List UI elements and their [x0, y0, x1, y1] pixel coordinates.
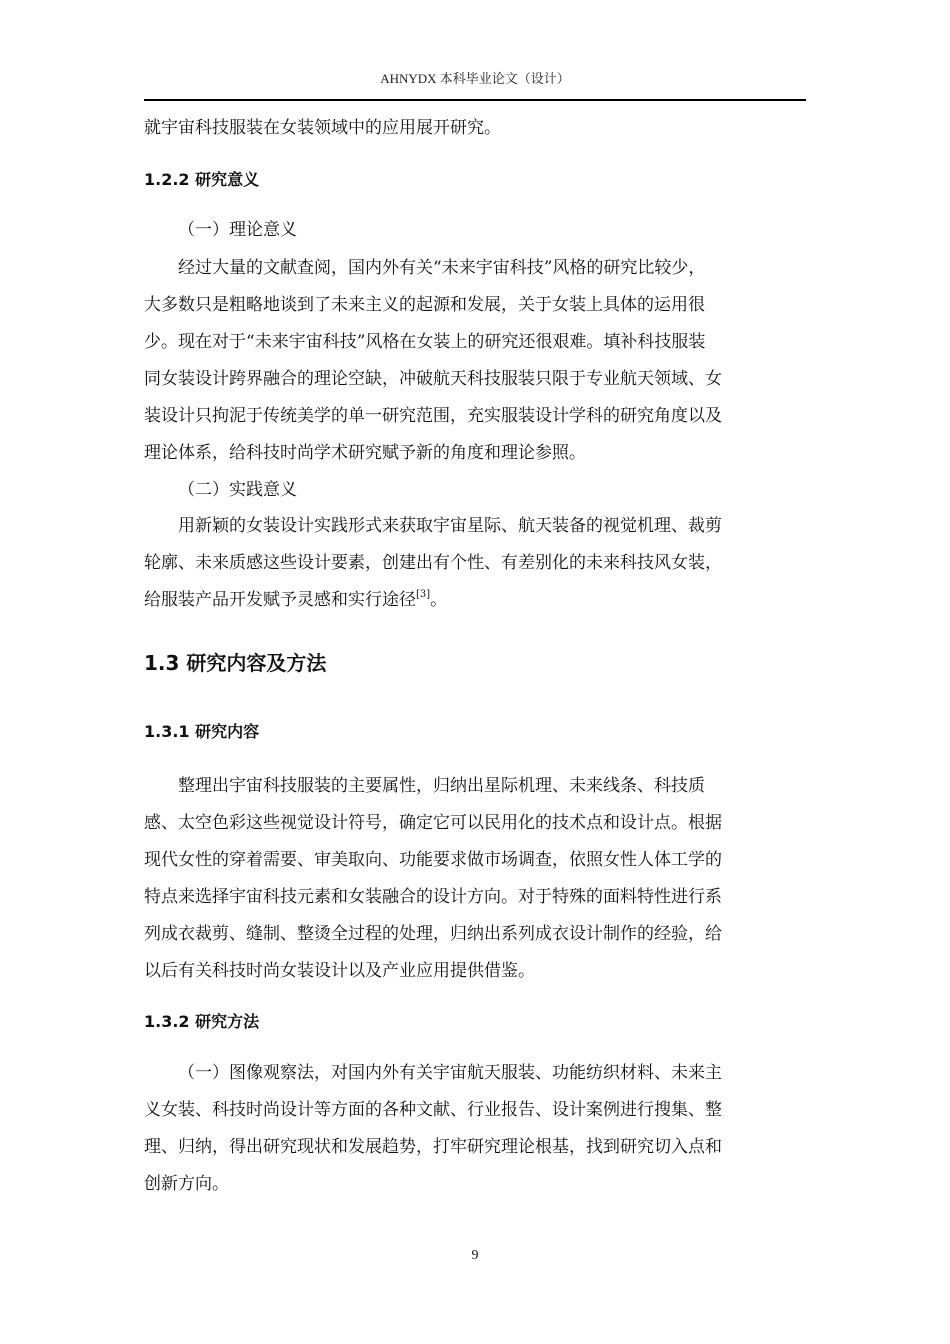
practice-label: （二）实践意义	[178, 480, 297, 500]
text-line: 感、太空色彩这些视觉设计符号，确定它可以民用化的技术点和设计点。根据	[144, 813, 722, 833]
text-line: 轮廓、未来质感这些设计要素，创建出有个性、有差别化的未来科技风女装，	[144, 553, 722, 573]
text-line: 以后有关科技时尚女装设计以及产业应用提供借鉴。	[144, 961, 535, 981]
practice-paragraph	[144, 508, 806, 619]
text-line: 义女装、科技时尚设计等方面的各种文献、行业报告、设计案例进行搜集、整	[144, 1100, 722, 1120]
text-line: 理、归纳，得出研究现状和发展趋势，打牢研究理论根基，找到研究切入点和	[144, 1137, 722, 1157]
text-line: 列成衣裁剪、缝制、整烫全过程的处理，归纳出系列成衣设计制作的经验，给	[144, 924, 722, 944]
text-line: 经过大量的文献查阅，国内外有关“未来宇宙科技”风格的研究比较少，	[178, 258, 706, 278]
heading-1-3: 1.3 研究内容及方法	[144, 651, 327, 675]
heading-1-3-2: 1.3.2 研究方法	[144, 1012, 260, 1031]
header-rule	[144, 99, 806, 101]
text-segment: 。	[430, 590, 448, 610]
citation: [3]	[416, 589, 431, 600]
text-line: 整理出宇宙科技服装的主要属性，归纳出星际机理、未来线条、科技质	[178, 776, 705, 796]
text-line	[144, 582, 806, 619]
text-line: （一）图像观察法，对国内外有关宇宙航天服装、功能纺织材料、未来主	[178, 1063, 722, 1083]
text-line: 创新方向。	[144, 1174, 229, 1194]
text-line: 装设计只拘泥于传统美学的单一研究范围，充实服装设计学科的研究角度以及	[144, 406, 722, 426]
text-line: 用新颖的女装设计实践形式来获取宇宙星际、航天装备的视觉机理、裁剪	[178, 516, 722, 536]
page-header: AHNYDX 本科毕业论文（设计）	[380, 71, 570, 86]
theory-label: （一）理论意义	[178, 220, 297, 240]
research-content-paragraph	[144, 768, 806, 990]
page-number: 9	[471, 1248, 479, 1263]
text-line: 现代女性的穿着需要、审美取向、功能要求做市场调查，依照女性人体工学的	[144, 850, 722, 870]
intro-continuation: 就宇宙科技服装在女装领域中的应用展开研究。	[144, 118, 501, 138]
text-line: 特点来选择宇宙科技元素和女装融合的设计方向。对于特殊的面料特性进行系	[144, 887, 722, 907]
text-line: 少。现在对于“未来宇宙科技”风格在女装上的研究还很艰难。填补科技服装	[144, 332, 706, 352]
text-segment: 给服装产品开发赋予灵感和实行途径	[144, 590, 416, 610]
theory-paragraph	[144, 250, 806, 472]
heading-1-3-1: 1.3.1 研究内容	[144, 722, 260, 741]
text-line: 理论体系，给科技时尚学术研究赋予新的角度和理论参照。	[144, 443, 586, 463]
text-line: 同女装设计跨界融合的理论空缺，冲破航天科技服装只限于专业航天领域、女	[144, 369, 722, 389]
text-line: 大多数只是粗略地谈到了未来主义的起源和发展，关于女装上具体的运用很	[144, 295, 705, 315]
research-method-paragraph	[144, 1055, 806, 1203]
heading-1-2-2: 1.2.2 研究意义	[144, 170, 260, 189]
